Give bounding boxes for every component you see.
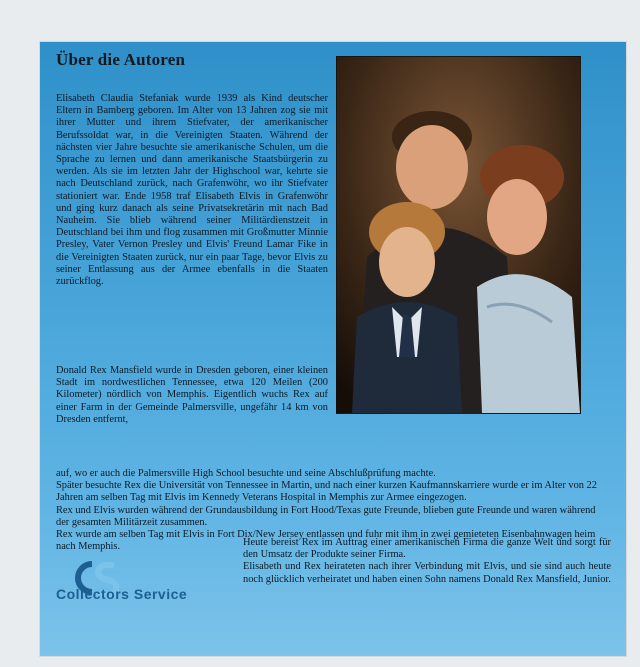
text-line: auf, wo er auch die Palmersville High School besuchte und seine Abschlußprüfung machte. [56, 468, 436, 479]
author-paragraph-rex-intro: Donald Rex Mansfield wurde in Dresden geboren, einer kleinen Stadt im nordwestlichen Tennessee, etwa 120 Meilen (200 Kilometer) nördlich von Memphis. Eigentlich wuchs Rex auf einer Farm in der Gemeinde Palmersville, ungefähr 14 km von Dresden entfernt, [56, 365, 328, 425]
page-title: Über die Autoren [56, 50, 186, 69]
text-line: Heute bereist Rex im Auftrag einer amerikanischen Firma die ganze Welt und sorgt für den Umsatz der Produkte seiner Firma. [243, 537, 611, 561]
author-paragraph-today [243, 537, 611, 586]
text-line: Elisabeth und Rex heirateten nach ihrer Verbindung mit Elvis, und sie sind auch heute noch glücklich verheiratet und haben einen Sohn namens Donald Rex Mansfield, Junior. [243, 561, 611, 585]
text-line: Rex und Elvis wurden während der Grundausbildung in Fort Hood/Texas gute Freunde, blieben gute Freunde und waren während der gesamten Militärzeit zusammen. [56, 504, 596, 528]
text-line: Später besuchte Rex die Universität von Tennessee in Martin, und nach einer kurzen Kaufmannskarriere wurde er im Alter von 22 Jahren am selben Tag mit Elvis im Kennedy Veterans Hospital in Memphis zur Armee eingezogen. [56, 480, 597, 504]
author-paragraph-elisabeth: Elisabeth Claudia Stefaniak wurde 1939 als Kind deutscher Eltern in Bamberg geboren. Im Alter von 13 Jahren zog sie mit ihrer Mutter und ihrem Stiefvater, der amerikanischer Berufssoldat war, in die Vereinigten Staaten. Während der nächsten vier Jahre besuchte sie amerikanische Schulen, um die Sprache zu lernen und dann amerikanische Staatsbürgerin zu werden. Als sie im letzten Jahr der Highschool war, kehrte sie nach Deutschland zurück, nach Grafenwöhr, wo ihr Stiefvater stationiert war. Ende 1958 traf Elisabeth Elvis in Grafenwöhr und ging kurz danach als seine Privatsekretärin mit nach Bad Nauheim. Sie blieb während seiner Militärdienstzeit in Deutschland bei ihm und flog zusammen mit Großmutter Minnie Presley, Vater Vernon Presley und Elvis' Freund Lamar Fike in die Vereinigten Staaten zurück, nur ein paar Tage, bevor Elvis zu seiner Entlassung aus der Armee ebenfalls in die Staaten zurückflog. [56, 93, 328, 288]
portrait-illustration [337, 57, 580, 413]
family-portrait-photo [336, 56, 581, 414]
text-line: Rex wurde am selben Tag mit Elvis in Fort Dix/New Jersey entlassen und fuhr mit ihm in zwei gemieteten Eisenbahnwagen heim nach Memphis. [56, 529, 596, 553]
collectors-service-cs-logo-icon [50, 556, 220, 612]
logo-text: Collectors Service [56, 586, 188, 602]
